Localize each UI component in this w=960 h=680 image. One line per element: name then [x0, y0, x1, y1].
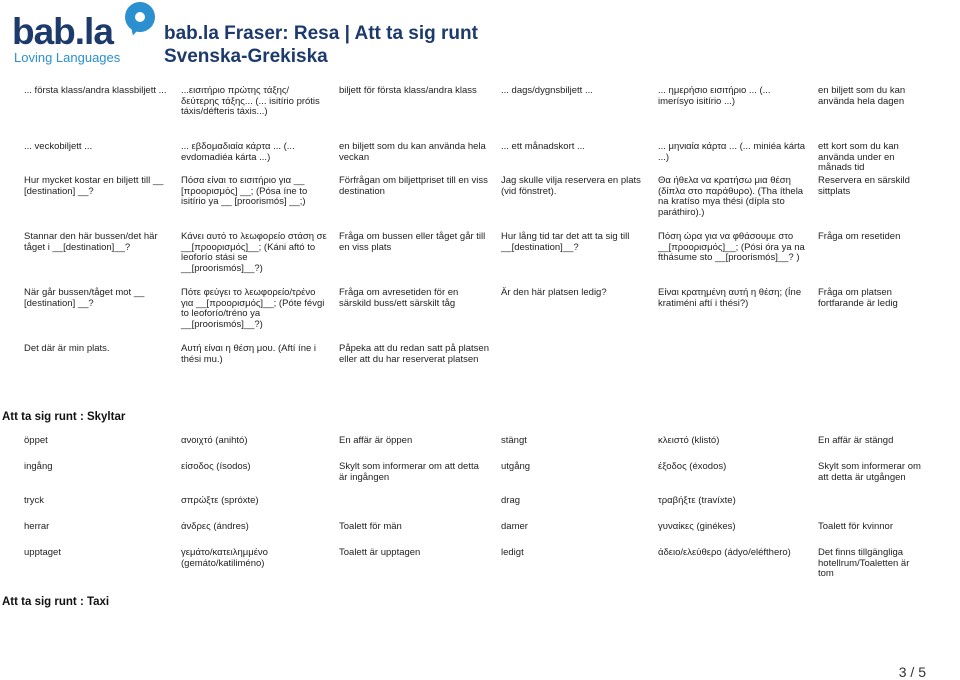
table-cell: γυναίκες (ginékes) — [658, 521, 736, 532]
table-cell: ett kort som du kan använda under en månads tid — [818, 141, 899, 174]
table-cell: När går bussen/tåget mot __ [destination] __? — [24, 287, 145, 309]
title-line-1: bab.la Fraser: Resa | Att ta sig runt — [164, 23, 478, 44]
table-cell: utgång — [501, 461, 531, 472]
babla-logo[interactable] — [12, 2, 152, 70]
table-cell: Skylt som informerar om att detta är utgången — [818, 461, 921, 483]
table-cell: Stannar den här bussen/det här tåget i __[destination]__? — [24, 231, 158, 253]
section-heading-signs: Att ta sig runt : Skyltar — [2, 411, 126, 423]
table-cell: en biljett som du kan använda hela veckan — [339, 141, 486, 163]
table-cell: damer — [501, 521, 528, 532]
table-cell: Πότε φεύγει το λεωφορείο/τρένο για __[προορισμός]__; (Póte févgi to leoforío/tréno ya __[proorismós]__?) — [181, 287, 325, 331]
table-cell: είσοδος (ísodos) — [181, 461, 251, 472]
table-cell — [501, 344, 658, 398]
table-cell: öppet — [24, 435, 48, 446]
table-cell: drag — [501, 495, 521, 506]
table-cell: σπρώξτε (spróxte) — [181, 495, 259, 506]
phrase-table-getting-around — [24, 86, 936, 398]
table-cell: en biljett som du kan använda hela dagen — [818, 85, 906, 107]
table-row — [24, 522, 936, 548]
table-cell: Θα ήθελα να κρατήσω μια θέση (δίπλα στο παράθυρο). (Tha íthela na kratíso mya thési (dípla sto paráthiro).) — [658, 175, 804, 219]
table-cell: ... ημερήσιο εισιτήριο ... (... imerísyo isitírio ...) — [658, 85, 771, 107]
table-cell: άδειο/ελεύθερο (ádyo/eléfthero) — [658, 547, 791, 558]
table-cell: stängt — [501, 435, 527, 446]
table-cell: έξοδος (éxodos) — [658, 461, 727, 472]
table-cell: Skylt som informerar om att detta är ingången — [339, 461, 479, 483]
table-row — [24, 86, 936, 142]
table-cell: Fråga om bussen eller tåget går till en viss plats — [339, 231, 486, 253]
table-cell: τραβήξτε (travíxte) — [658, 495, 736, 506]
table-cell: ... εβδομαδιαία κάρτα ... (... evdomadiéa kárta ...) — [181, 141, 295, 163]
table-cell: Toalett för män — [339, 521, 402, 532]
table-cell: ... veckobiljett ... — [24, 141, 93, 152]
phrase-table-signs — [24, 436, 936, 588]
table-cell: κλειστό (klistó) — [658, 435, 720, 446]
table-cell: Det finns tillgängliga hotellrum/Toaletten är tom — [818, 547, 910, 580]
table-cell: ... ett månadskort ... — [501, 141, 585, 152]
table-cell: Κάνει αυτό το λεωφορείο στάση σε __[προορισμός]__; (Káni aftó to leoforío stási se __[proorismós]__?) — [181, 231, 327, 275]
table-cell — [818, 496, 936, 522]
table-cell: herrar — [24, 521, 50, 532]
table-cell: tryck — [24, 495, 45, 506]
table-cell: Reservera en särskild sittplats — [818, 175, 910, 197]
table-row — [24, 344, 936, 398]
table-cell: ...εισιτήριο πρώτης τάξης/δεύτερης τάξης... (... isitírio prótis táxis/défteris táxis...) — [181, 85, 320, 118]
table-row — [24, 288, 936, 344]
table-row — [24, 548, 936, 588]
page-number: 3 / 5 — [898, 664, 926, 680]
table-cell: Förfrågan om biljettpriset till en viss destination — [339, 175, 488, 197]
speech-bubble-icon — [125, 2, 155, 32]
table-cell: Fråga om platsen fortfarande är ledig — [818, 287, 898, 309]
table-cell: άνδρες (ándres) — [181, 521, 249, 532]
table-cell: Toalett är upptagen — [339, 547, 421, 558]
table-cell: Toalett för kvinnor — [818, 521, 893, 532]
table-cell: Είναι κρατημένη αυτή η θέση; (Íne kratiméni aftí i thési?) — [658, 287, 802, 309]
title-line-2: Svenska-Grekiska — [164, 46, 328, 67]
table-cell: Påpeka att du redan satt på platsen eller att du har reserverat platsen — [339, 343, 489, 365]
table-row — [24, 496, 936, 522]
table-cell: Hur mycket kostar en biljett till __ [destination] __? — [24, 175, 164, 197]
table-row — [24, 232, 936, 288]
table-cell — [818, 344, 936, 398]
table-cell: ingång — [24, 461, 53, 472]
logo-wordmark: bab.la — [12, 11, 113, 52]
table-cell: ... dags/dygnsbiljett ... — [501, 85, 593, 96]
table-cell: En affär är stängd — [818, 435, 894, 446]
table-cell: Jag skulle vilja reservera en plats (vid fönstret). — [501, 175, 641, 197]
table-cell: En affär är öppen — [339, 435, 413, 446]
table-cell: Αυτή είναι η θέση μου. (Aftí íne i thési mu.) — [181, 343, 317, 365]
table-cell: ... μηνιαία κάρτα ... (... miniéa kárta ...) — [658, 141, 806, 163]
table-cell: ... första klass/andra klassbiljett ... — [24, 85, 167, 96]
table-cell: Fråga om resetiden — [818, 231, 901, 242]
table-cell — [339, 496, 501, 522]
table-cell: Är den här platsen ledig? — [501, 287, 607, 298]
table-cell — [658, 344, 818, 398]
logo-tagline: Loving Languages — [14, 50, 121, 65]
table-cell: ανοιχτό (anihtó) — [181, 435, 248, 446]
section-heading-taxi: Att ta sig runt : Taxi — [2, 596, 110, 608]
table-cell: γεμάτο/κατειλημμένο (gemáto/katiliméno) — [181, 547, 268, 569]
table-cell: upptaget — [24, 547, 61, 558]
table-row — [24, 176, 936, 232]
table-row — [24, 142, 936, 176]
table-cell: biljett för första klass/andra klass — [339, 85, 477, 96]
page-title — [164, 22, 478, 68]
table-cell: ledigt — [501, 547, 524, 558]
table-cell: Fråga om avresetiden för en särskild buss/ett särskilt tåg — [339, 287, 459, 309]
table-cell: Πόσα είναι το εισιτήριο για __ [προορισμός] __; (Pósa íne to isitírio ya __ [proorismós] __;) — [181, 175, 308, 208]
table-row — [24, 462, 936, 496]
table-row — [24, 436, 936, 462]
page-header — [0, 0, 960, 72]
table-cell: Πόση ώρα για να φθάσουμε στο __[προορισμός]__; (Pósi óra ya na fthásume sto __[proorismós]__? ) — [658, 231, 805, 264]
table-cell: Hur lång tid tar det att ta sig till __[destination]__? — [501, 231, 630, 253]
table-cell: Det där är min plats. — [24, 343, 110, 354]
